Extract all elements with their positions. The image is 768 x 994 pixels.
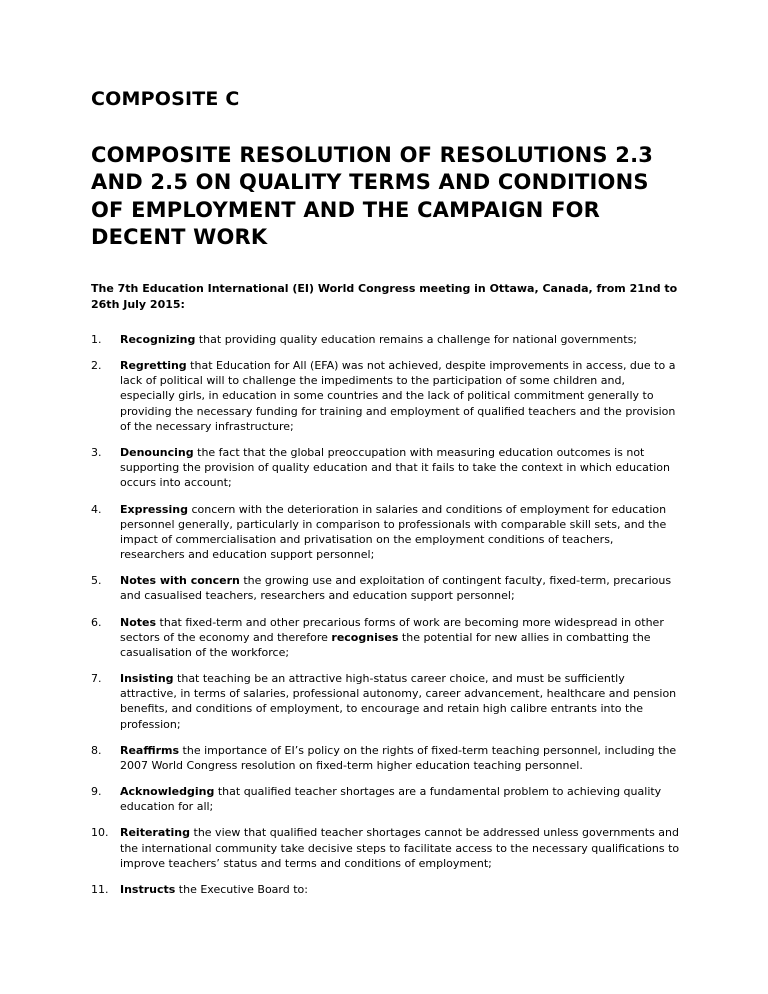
item-number: 3. [91,446,102,459]
resolution-item [91,743,680,773]
resolution-item [91,784,680,814]
item-number: 5. [91,574,102,588]
item-number: 9. [91,785,102,799]
item-text: Notes that fixed-term and other precarious forms of work are becoming more widespread in other sectors of the economy and therefore recognises the potential for new allies in combatting the casualisation of the workforce; [120,615,664,659]
item-text: Instructs the Executive Board to: [120,882,308,896]
resolution-item [91,882,680,897]
item-text: Notes with concern the growing use and exploitation of contingent faculty, fixed-term, precarious and casualised teachers, researchers and education support personnel; [120,574,672,603]
resolution-item [91,615,680,661]
item-number: 7. [91,672,102,686]
item-number: 2. [91,359,102,373]
item-text: Reiterating the view that qualified teacher shortages cannot be addressed unless governments and the international community take decisive steps to facilitate access to the necessary qualifications to improve teachers’ status and terms and conditions of employment; [120,826,680,870]
item-number: 11. [91,882,109,896]
resolution-item [91,358,680,434]
resolution-item [91,332,680,347]
resolution-item [91,445,680,491]
document-title: COMPOSITE RESOLUTION OF RESOLUTIONS 2.3 AND 2.5 ON QUALITY TERMS AND CONDITIONS OF EMPLOYMENT AND THE CAMPAIGN FOR DECENT WORK [91,143,654,249]
resolution-item [91,671,680,732]
resolution-item [91,573,680,603]
item-text: Expressing concern with the deterioration in salaries and conditions of employment for education personnel generally, particularly in comparison to professionals with comparable skill sets, and the impact of commercialisation and privatisation on the employment conditions of teachers, researchers and education support personnel; [120,502,667,562]
item-number: 6. [91,615,102,629]
resolution-item [91,502,680,563]
item-text: Recognizing that providing quality education remains a challenge for national governments; [120,332,638,346]
item-number: 10. [91,826,109,840]
item-text: Reaffirms the importance of EI’s policy on the rights of fixed-term teaching personnel, including the 2007 World Congress resolution on fixed-term higher education teaching personnel. [120,743,677,772]
item-number: 4. [91,502,102,516]
item-text: Regretting that Education for All (EFA) was not achieved, despite improvements in access, due to a lack of political will to challenge the impediments to the participation of some children and, especially girls, in education in some countries and the lack of political commitment generally to providing the necessary funding for training and employment of qualified teachers and the provision of the necessary infrastructure; [120,359,676,433]
document-intro: The 7th Education International (EI) World Congress meeting in Ottawa, Canada, from 21nd to 26th July 2015: [91,282,678,311]
item-text: Acknowledging that qualified teacher shortages are a fundamental problem to achieving quality education for all; [120,785,662,814]
resolution-item [91,825,680,871]
resolution-list [91,332,680,897]
item-text: Insisting that teaching be an attractive high-status career choice, and must be sufficiently attractive, in terms of salaries, professional autonomy, career advancement, healthcare and pension benefits, and conditions of employment, to encourage and retain high calibre entrants into the profession; [120,672,677,731]
document-heading: COMPOSITE C [91,88,240,110]
item-number: 1. [91,332,102,346]
item-number: 8. [91,743,102,757]
item-text: Denouncing the fact that the global preoccupation with measuring education outcomes is not supporting the provision of quality education and that it fails to take the context in which education occurs into account; [120,446,670,490]
